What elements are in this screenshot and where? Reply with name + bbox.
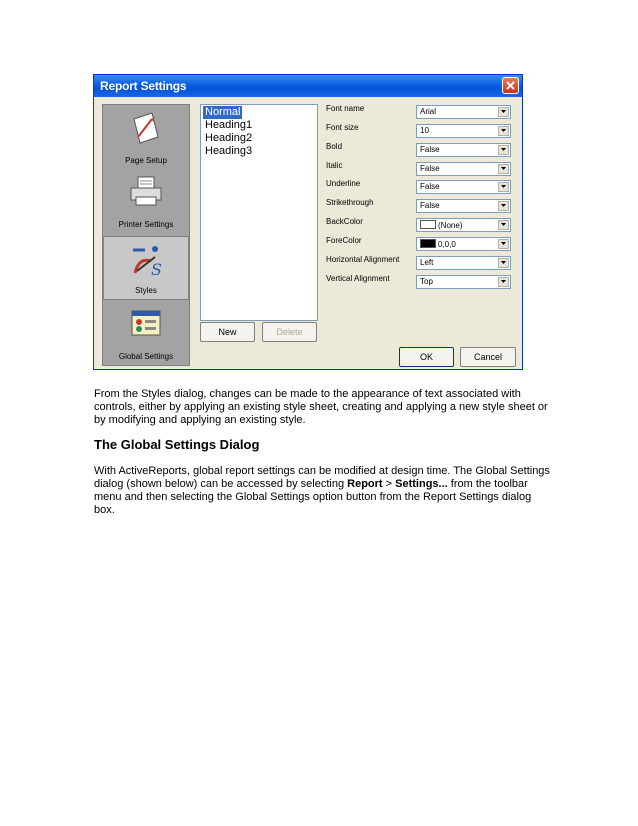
font-size-select[interactable] (416, 124, 511, 138)
chevron-down-icon (501, 280, 506, 284)
ok-button[interactable]: OK (399, 347, 454, 367)
nav-label: Printer Settings (118, 220, 174, 229)
global-settings-icon (128, 307, 164, 341)
italic-select[interactable] (416, 162, 511, 176)
select-value: False (420, 145, 440, 154)
styles-description-paragraph: From the Styles dialog, changes can be made to the appearance of text associated with controls, either by applying an existing style sheet, creating and applying a new style sheet or by modifying and applying an existing style. (94, 388, 548, 426)
dropdown-arrow[interactable] (498, 239, 509, 249)
prop-label-underline: Underline (326, 179, 361, 188)
select-value: False (420, 182, 440, 191)
select-value: False (420, 164, 440, 173)
select-value: 10 (420, 126, 429, 135)
chevron-down-icon (501, 242, 506, 246)
prop-label-font-name: Font name (326, 104, 365, 113)
chevron-down-icon (501, 261, 506, 265)
select-value (420, 239, 456, 249)
nav-global-settings[interactable] (103, 301, 189, 365)
dropdown-arrow[interactable] (498, 164, 509, 174)
prop-label-bold: Bold (326, 142, 343, 151)
global-settings-paragraph (94, 465, 554, 517)
prop-label-backcolor: BackColor (326, 217, 363, 226)
chevron-down-icon (501, 223, 506, 227)
section-heading: The Global Settings Dialog (94, 437, 260, 452)
select-value: False (420, 201, 440, 210)
forecolor-select[interactable] (416, 237, 511, 251)
dropdown-arrow[interactable] (498, 220, 509, 230)
chevron-down-icon (501, 110, 506, 114)
chevron-down-icon (501, 167, 506, 171)
horizontal-alignment-select[interactable] (416, 256, 511, 270)
dropdown-arrow[interactable] (498, 145, 509, 155)
color-swatch (420, 220, 436, 229)
select-value: Left (420, 258, 434, 267)
dropdown-arrow[interactable] (498, 258, 509, 268)
backcolor-value: (None) (438, 221, 463, 230)
close-icon (506, 81, 515, 90)
dialog-title: Report Settings (100, 79, 187, 93)
report-settings-dialog (93, 74, 523, 370)
dialog-titlebar (94, 75, 522, 97)
style-list[interactable] (200, 104, 318, 321)
chevron-down-icon (501, 148, 506, 152)
font-name-select[interactable] (416, 105, 511, 119)
prop-label-italic: Italic (326, 161, 343, 170)
svg-text:S: S (151, 260, 162, 277)
select-value: Top (420, 277, 433, 286)
select-value: Arial (420, 107, 437, 116)
nav-page-setup[interactable] (103, 105, 189, 169)
vertical-alignment-select[interactable] (416, 275, 511, 289)
prop-label-font-size: Font size (326, 123, 359, 132)
prop-label-vertical-alignment: Vertical Alignment (326, 274, 390, 283)
dropdown-arrow[interactable] (498, 201, 509, 211)
color-swatch (420, 239, 436, 248)
nav-styles[interactable] (103, 236, 189, 300)
dropdown-arrow[interactable] (498, 277, 509, 287)
menu-report: Report (347, 478, 383, 490)
nav-label: Page Setup (125, 156, 167, 165)
prop-label-forecolor: ForeColor (326, 236, 362, 245)
cancel-button[interactable]: Cancel (460, 347, 516, 367)
settings-nav-panel (102, 104, 190, 366)
prop-label-strikethrough: Strikethrough (326, 198, 374, 207)
page-setup-icon (128, 111, 164, 145)
strikethrough-select[interactable] (416, 199, 511, 213)
styles-icon (129, 243, 165, 277)
dropdown-arrow[interactable] (498, 107, 509, 117)
chevron-down-icon (501, 204, 506, 208)
style-list-item[interactable]: Heading3 (205, 145, 253, 157)
select-value (420, 220, 462, 230)
style-list-item[interactable]: Heading1 (205, 119, 253, 131)
printer-icon (128, 175, 164, 209)
style-list-item[interactable]: Normal (205, 106, 241, 118)
prop-label-horizontal-alignment: Horizontal Alignment (326, 255, 400, 264)
paragraph-text: With ActiveReports, global report settings can be modified at design time. The Global Settings dialog (shown below) can be accessed by selecting (94, 465, 550, 490)
nav-label: Global Settings (118, 352, 174, 361)
menu-separator: > (382, 478, 396, 490)
nav-printer-settings[interactable] (103, 169, 189, 233)
dropdown-arrow[interactable] (498, 182, 509, 192)
nav-label: Styles (135, 286, 157, 295)
new-style-button[interactable]: New (200, 322, 255, 342)
chevron-down-icon (501, 129, 506, 133)
delete-style-button[interactable]: Delete (262, 322, 317, 342)
underline-select[interactable] (416, 180, 511, 194)
forecolor-value: 0,0,0 (438, 240, 456, 249)
dropdown-arrow[interactable] (498, 126, 509, 136)
paragraph-text: from the toolbar menu and then selecting the Global Settings option button from the Report Settings dialog box. (94, 478, 532, 516)
chevron-down-icon (501, 185, 506, 189)
bold-select[interactable] (416, 143, 511, 157)
style-list-item[interactable]: Heading2 (205, 132, 253, 144)
close-button[interactable] (502, 77, 519, 94)
backcolor-select[interactable] (416, 218, 511, 232)
menu-settings: Settings... (395, 478, 448, 490)
